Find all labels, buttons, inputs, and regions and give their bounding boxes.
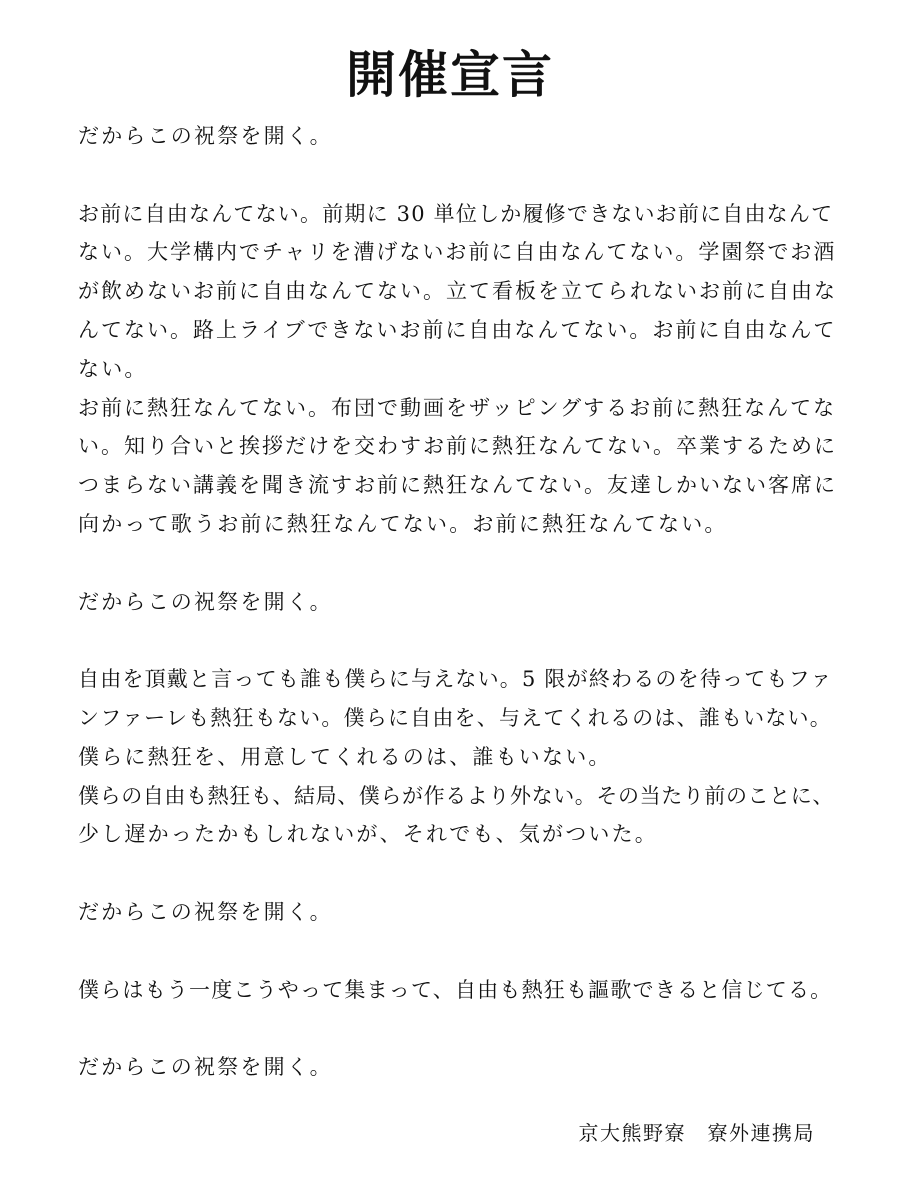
body-line: だからこの祝祭を開く。	[78, 1055, 333, 1080]
body-line: 自由を頂戴と言っても誰も僕らに与えない。5 限が終わるのを待ってもファ	[78, 667, 833, 692]
body-line: ない。大学構内でチャリを漕げないお前に自由なんてない。学園祭でお酒	[78, 240, 837, 265]
document-body	[78, 117, 837, 1087]
body-line: だからこの祝祭を開く。	[78, 899, 333, 924]
document-title: 開催宣言	[346, 45, 554, 104]
body-line: お前に自由なんてない。前期に 30 単位しか履修できないお前に自由なんて	[78, 201, 834, 226]
body-line: が飲めないお前に自由なんてない。立て看板を立てられないお前に自由な	[78, 279, 837, 304]
body-line: ンファーレも熱狂もない。僕らに自由を、与えてくれるのは、誰もいない。	[78, 705, 832, 730]
body-line	[78, 932, 828, 971]
body-line: お前に熱狂なんてない。布団で動画をザッピングするお前に熱狂なんてな	[78, 395, 837, 420]
body-line	[78, 621, 828, 660]
signature: 京大熊野寮 寮外連携局	[578, 1121, 815, 1145]
body-line: 僕らに熱狂を、用意してくれるのは、誰もいない。	[78, 744, 612, 769]
body-line: い。知り合いと挨拶だけを交わすお前に熱狂なんてない。卒業するために	[78, 434, 837, 459]
body-line: んてない。路上ライブできないお前に自由なんてない。お前に自由なんて	[78, 317, 837, 342]
body-line: ない。	[78, 356, 148, 381]
body-line	[78, 854, 828, 893]
body-line: 向かって歌うお前に熱狂なんてない。お前に熱狂なんてない。	[78, 511, 728, 536]
body-line: 少し遅かったかもしれないが、それでも、気がついた。	[78, 822, 658, 847]
body-line	[78, 156, 828, 195]
body-line: 僕らの自由も熱狂も、結局、僕らが作るより外ない。その当たり前のことに、	[78, 783, 834, 808]
body-line: つまらない講義を聞き流すお前に熱狂なんてない。友達しかいない客席に	[78, 473, 837, 498]
body-line: だからこの祝祭を開く。	[78, 589, 333, 614]
body-line: 僕らはもう一度こうやって集まって、自由も熱狂も謳歌できると信じてる。	[78, 977, 833, 1002]
body-line	[78, 1009, 828, 1048]
body-line	[78, 544, 828, 583]
body-line: だからこの祝祭を開く。	[78, 124, 333, 148]
